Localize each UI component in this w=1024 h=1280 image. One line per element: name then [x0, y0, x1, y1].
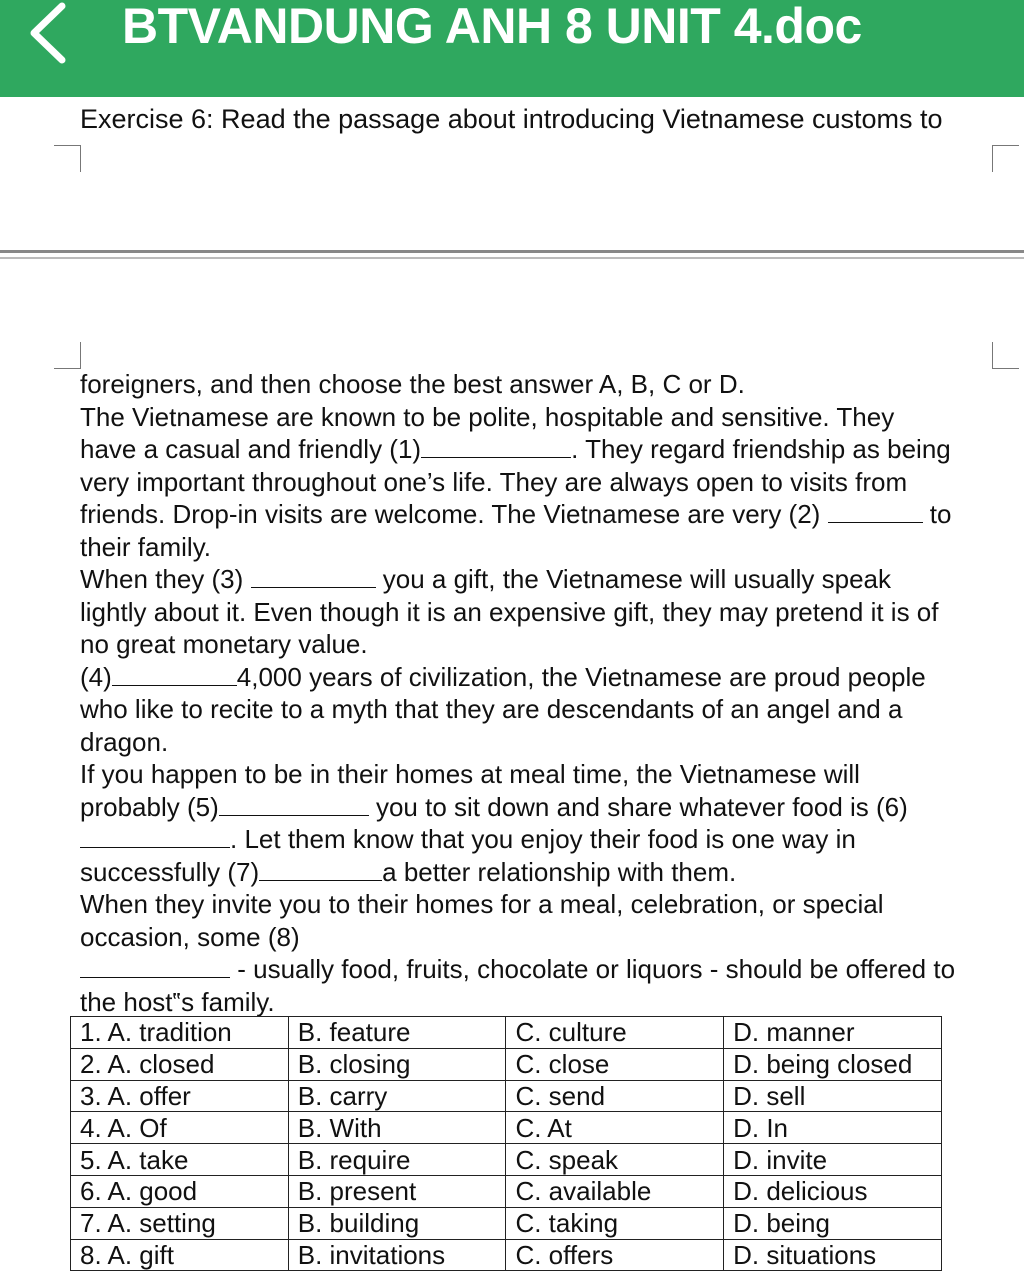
passage-line [80, 466, 980, 499]
passage-line [80, 758, 980, 791]
passage-line [80, 596, 980, 629]
passage-text: probably (5) [80, 791, 219, 822]
answer-option: D. In [724, 1112, 942, 1144]
passage-line [80, 791, 980, 824]
answer-option: C. available [506, 1175, 724, 1207]
answer-blank [828, 500, 923, 523]
answer-option: B. feature [288, 1017, 506, 1049]
answer-blank [421, 435, 571, 458]
passage-text: lightly about it. Even though it is an expensive gift, they may pretend it is of [80, 596, 939, 627]
document-title: BTVANDUNG ANH 8 UNIT 4.doc [122, 0, 862, 54]
passage-text: The Vietnamese are known to be polite, hospitable and sensitive. They [80, 401, 895, 432]
passage-text: a better relationship with them. [382, 856, 737, 887]
passage-text: very important throughout one’s life. They are always open to visits from [80, 466, 908, 497]
passage-text: you a gift, the Vietnamese will usually speak [375, 564, 891, 594]
table-row [71, 1080, 942, 1112]
page-corner-mark [992, 342, 1019, 369]
answer-option: C. send [506, 1080, 724, 1112]
passage-line [80, 921, 980, 954]
answer-option: 4. A. Of [71, 1112, 289, 1144]
answer-option: 6. A. good [71, 1175, 289, 1207]
answer-option: 1. A. tradition [71, 1017, 289, 1049]
passage-text: When they invite you to their homes for a meal, celebration, or special [80, 889, 884, 919]
page-separator [0, 257, 1024, 259]
passage-line [80, 661, 980, 694]
answer-blank [80, 825, 230, 848]
passage-line [80, 823, 980, 856]
answer-option: 7. A. setting [71, 1207, 289, 1239]
answer-option: C. At [506, 1112, 724, 1144]
passage-line [80, 856, 980, 889]
table-row [71, 1207, 942, 1239]
answer-option: D. manner [724, 1017, 942, 1049]
answer-option: B. With [288, 1112, 506, 1144]
answer-option: D. situations [724, 1239, 942, 1271]
passage-text: the host‟s family. [80, 986, 275, 1017]
passage-text: friends. Drop-in visits are welcome. The Vietnamese are very (2) [80, 499, 828, 529]
passage-text: When they (3) [80, 564, 251, 594]
chevron-left-icon [14, 2, 80, 68]
passage-text: occasion, some (8) [80, 921, 300, 952]
page-corner-mark [54, 145, 81, 172]
back-button[interactable] [14, 2, 80, 68]
answer-option: B. carry [288, 1080, 506, 1112]
passage-line [80, 888, 980, 921]
next-line-fragment [0, 1276, 1024, 1280]
table-row [71, 1112, 942, 1144]
page-separator [0, 250, 1024, 253]
answer-option: B. present [288, 1175, 506, 1207]
answer-table [70, 1016, 942, 1271]
passage-text: dragon. [80, 726, 169, 757]
passage-line [80, 563, 980, 596]
answer-option: D. invite [724, 1144, 942, 1176]
passage-text: foreigners, and then choose the best answer A, B, C or D. [80, 369, 745, 399]
passage-line [80, 693, 980, 726]
answer-option: C. culture [506, 1017, 724, 1049]
passage-text: to [922, 499, 952, 529]
answer-option: B. invitations [288, 1239, 506, 1271]
passage-text: . They regard friendship as being [571, 434, 951, 464]
passage-line [80, 498, 980, 531]
table-row [71, 1048, 942, 1080]
passage-line [80, 986, 980, 1019]
passage-text: no great monetary value. [80, 629, 368, 659]
answer-option: 3. A. offer [71, 1080, 289, 1112]
passage-text: who like to recite to a myth that they are descendants of an angel and a [80, 694, 903, 724]
passage-line [80, 953, 980, 986]
table-row [71, 1239, 942, 1271]
passage-text: successfully (7) [80, 856, 260, 887]
answer-option: B. closing [288, 1048, 506, 1080]
page-corner-mark [992, 145, 1019, 172]
passage-text: . Let them know that you enjoy their food is one way in [230, 824, 856, 854]
page-corner-mark [54, 342, 81, 369]
table-row [71, 1175, 942, 1207]
answer-option: D. sell [724, 1080, 942, 1112]
answer-blank [112, 663, 237, 686]
passage-line [80, 433, 980, 466]
table-row [71, 1144, 942, 1176]
passage-text: If you happen to be in their homes at meal time, the Vietnamese will [80, 759, 860, 789]
answer-option: B. building [288, 1207, 506, 1239]
answer-option: C. taking [506, 1207, 724, 1239]
answer-option: C. speak [506, 1144, 724, 1176]
answer-option: 8. A. gift [71, 1239, 289, 1271]
answer-option: C. close [506, 1048, 724, 1080]
passage-text: 4,000 years of civilization, the Vietnamese are proud people [236, 661, 926, 692]
passage-line [80, 628, 980, 661]
table-row [71, 1017, 942, 1049]
passage-text: - usually food, fruits, chocolate or liquors - should be offered to [230, 954, 956, 984]
answer-option: 2. A. closed [71, 1048, 289, 1080]
passage-text: their family. [80, 531, 211, 562]
passage-line [80, 368, 980, 401]
answer-blank [219, 793, 369, 816]
answer-option: C. offers [506, 1239, 724, 1271]
passage-text: you to sit down and share whatever food is (6) [368, 791, 908, 822]
passage-text: have a casual and friendly (1) [80, 434, 422, 464]
app-header [0, 0, 1024, 97]
answer-blank [259, 858, 382, 881]
answer-option: 5. A. take [71, 1144, 289, 1176]
passage [80, 368, 980, 1018]
passage-text: (4) [80, 661, 112, 692]
answer-option: D. delicious [724, 1175, 942, 1207]
passage-line [80, 531, 980, 564]
answer-option: D. being closed [724, 1048, 942, 1080]
answer-blank [251, 565, 376, 588]
answer-blank [80, 955, 230, 978]
answer-option: D. being [724, 1207, 942, 1239]
passage-line [80, 401, 980, 434]
answer-option: B. require [288, 1144, 506, 1176]
passage-line [80, 726, 980, 759]
exercise-heading: Exercise 6: Read the passage about introducing Vietnamese customs to [80, 104, 943, 134]
